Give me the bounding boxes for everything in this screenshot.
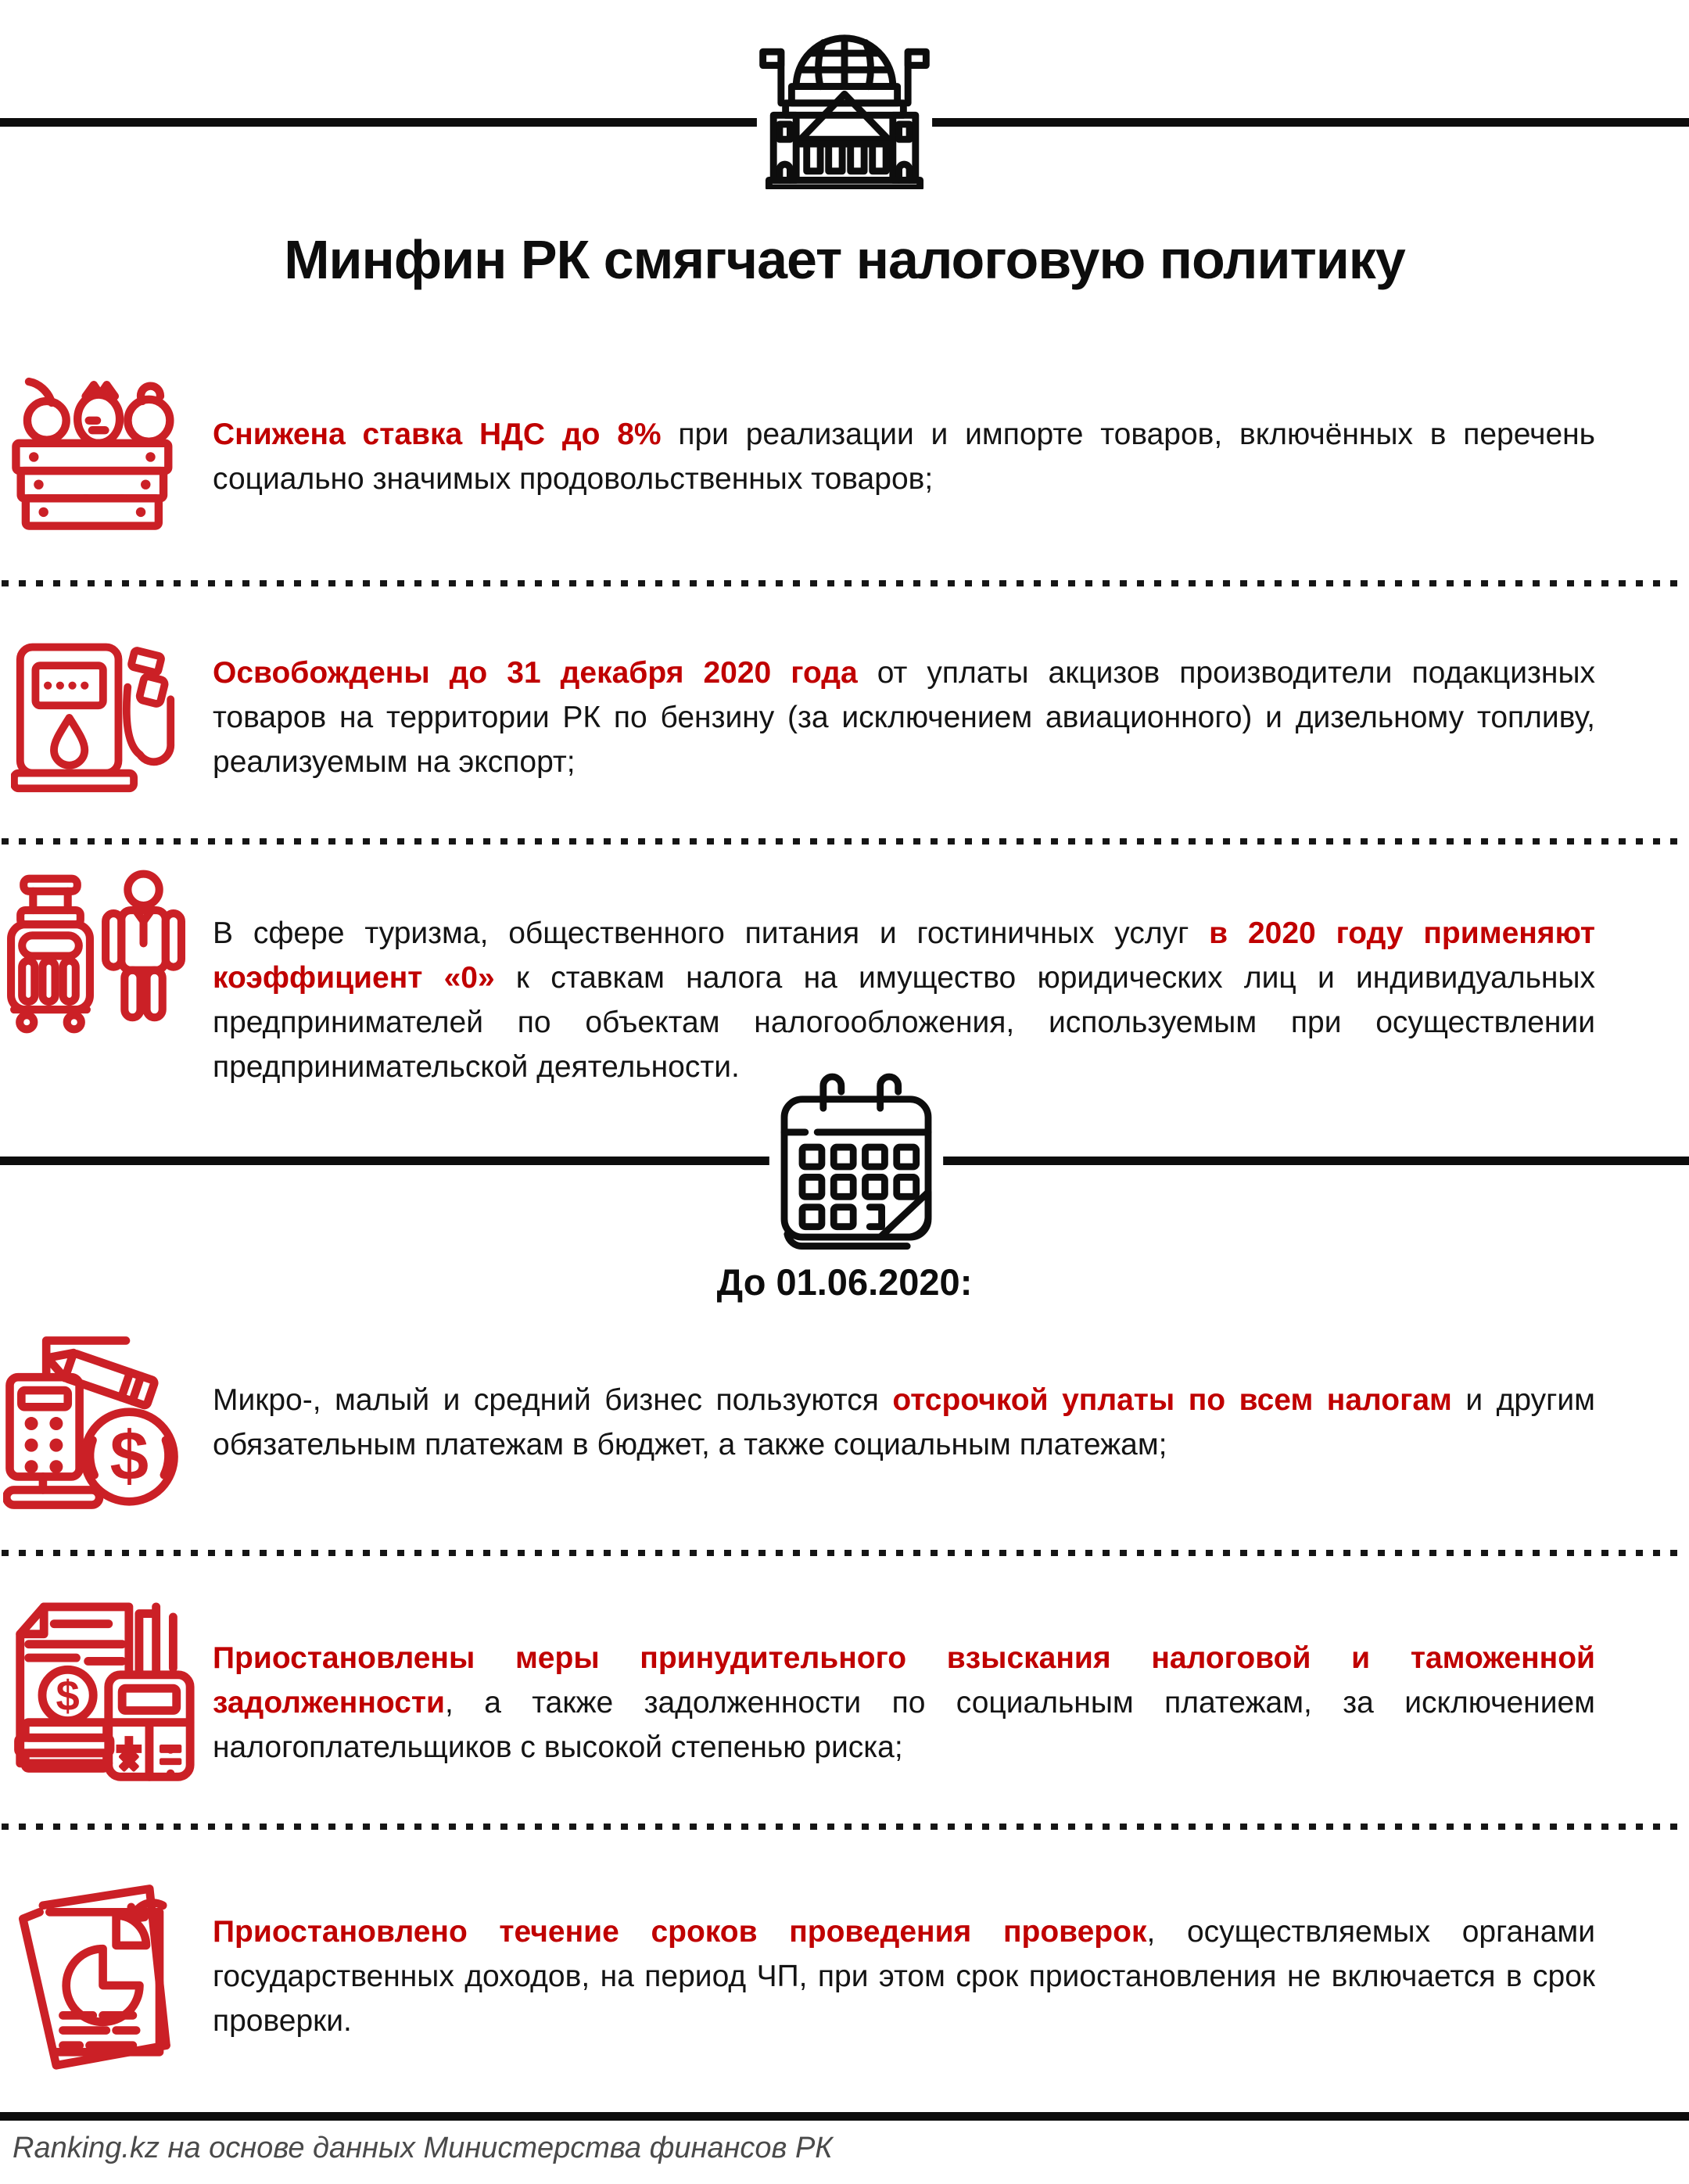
text-segment-black: , а также задолженности по социальным платежам, за исключением налогоплательщиков с высокой степенью риска; (213, 1686, 1595, 1764)
text-segment-black: , осуществляемых органами государственных доходов, на период ЧП, при этом срок приостановления не включается в срок проверки. (213, 1915, 1595, 2038)
text-segment-red: в 2020 году применяют коэффициент «0» (213, 916, 1596, 995)
text-segment-red: Приостановлены меры принудительного взыскания налоговой и таможенной задолженности (213, 1641, 1595, 1720)
text-segment-red: Освобождены до 31 декабря 2020 года (213, 656, 877, 690)
audit-report-icon (6, 1867, 198, 2090)
text-segment-red: Снижена ставка НДС до 8% (213, 418, 679, 451)
bottom-divider-line (0, 2112, 1689, 2121)
text-segment-black: и другим обязательным платежам в бюджет, а также социальным платежам; (213, 1383, 1595, 1461)
svg-text:$: $ (109, 1416, 149, 1495)
section-text-inspections (213, 1910, 1595, 2043)
government-building-icon (752, 11, 937, 189)
tourist-luggage-icon (5, 860, 186, 1044)
section-text-collection (213, 1636, 1595, 1770)
text-segment-black: к ставкам налога на имущество юридических лиц и индивидуальных предпринимателей по объектам налогообложения, используемым при осуществлении предпринимательской деятельности. (213, 961, 1595, 1084)
text-segment-black: при реализации и импорте товаров, включённых в перечень социально значимых продовольственных товаров; (213, 418, 1595, 496)
fruit-crate-icon (6, 353, 185, 541)
page-title: Минфин РК смягчает налоговую политику (284, 229, 1405, 290)
calendar-icon (766, 1062, 946, 1253)
section-text-excise (213, 651, 1595, 784)
debt-documents-icon (3, 1583, 199, 1798)
text-segment-red: отсрочкой уплаты по всем налогам (892, 1383, 1466, 1417)
dashed-divider-1 (2, 580, 1687, 586)
text-segment-black: Микро-, малый и средний бизнес пользуются (213, 1383, 893, 1417)
text-segment-black: В сфере туризма, общественного питания и гостиничных услуг (213, 916, 1210, 950)
text-segment-red: Приостановлено течение сроков проведения проверок (213, 1915, 1147, 1949)
section-text-vat (213, 412, 1595, 501)
footer-source: Ranking.kz на основе данных Министерства финансов РК (13, 2132, 833, 2164)
section-text-deferral (213, 1378, 1595, 1467)
calculator-money-icon (3, 1318, 194, 1515)
dashed-divider-3 (2, 1550, 1687, 1556)
text-segment-black: от уплаты акцизов производители подакцизных товаров на территории РК по бензину (за исключением авиационного) и дизельному топливу, реализуемым на экспорт; (213, 656, 1595, 779)
svg-text:$: $ (56, 1672, 80, 1720)
deadline-subtitle: До 01.06.2020: (716, 1261, 973, 1303)
dashed-divider-4 (2, 1824, 1687, 1830)
dashed-divider-2 (2, 838, 1687, 845)
fuel-pump-icon (11, 611, 180, 816)
